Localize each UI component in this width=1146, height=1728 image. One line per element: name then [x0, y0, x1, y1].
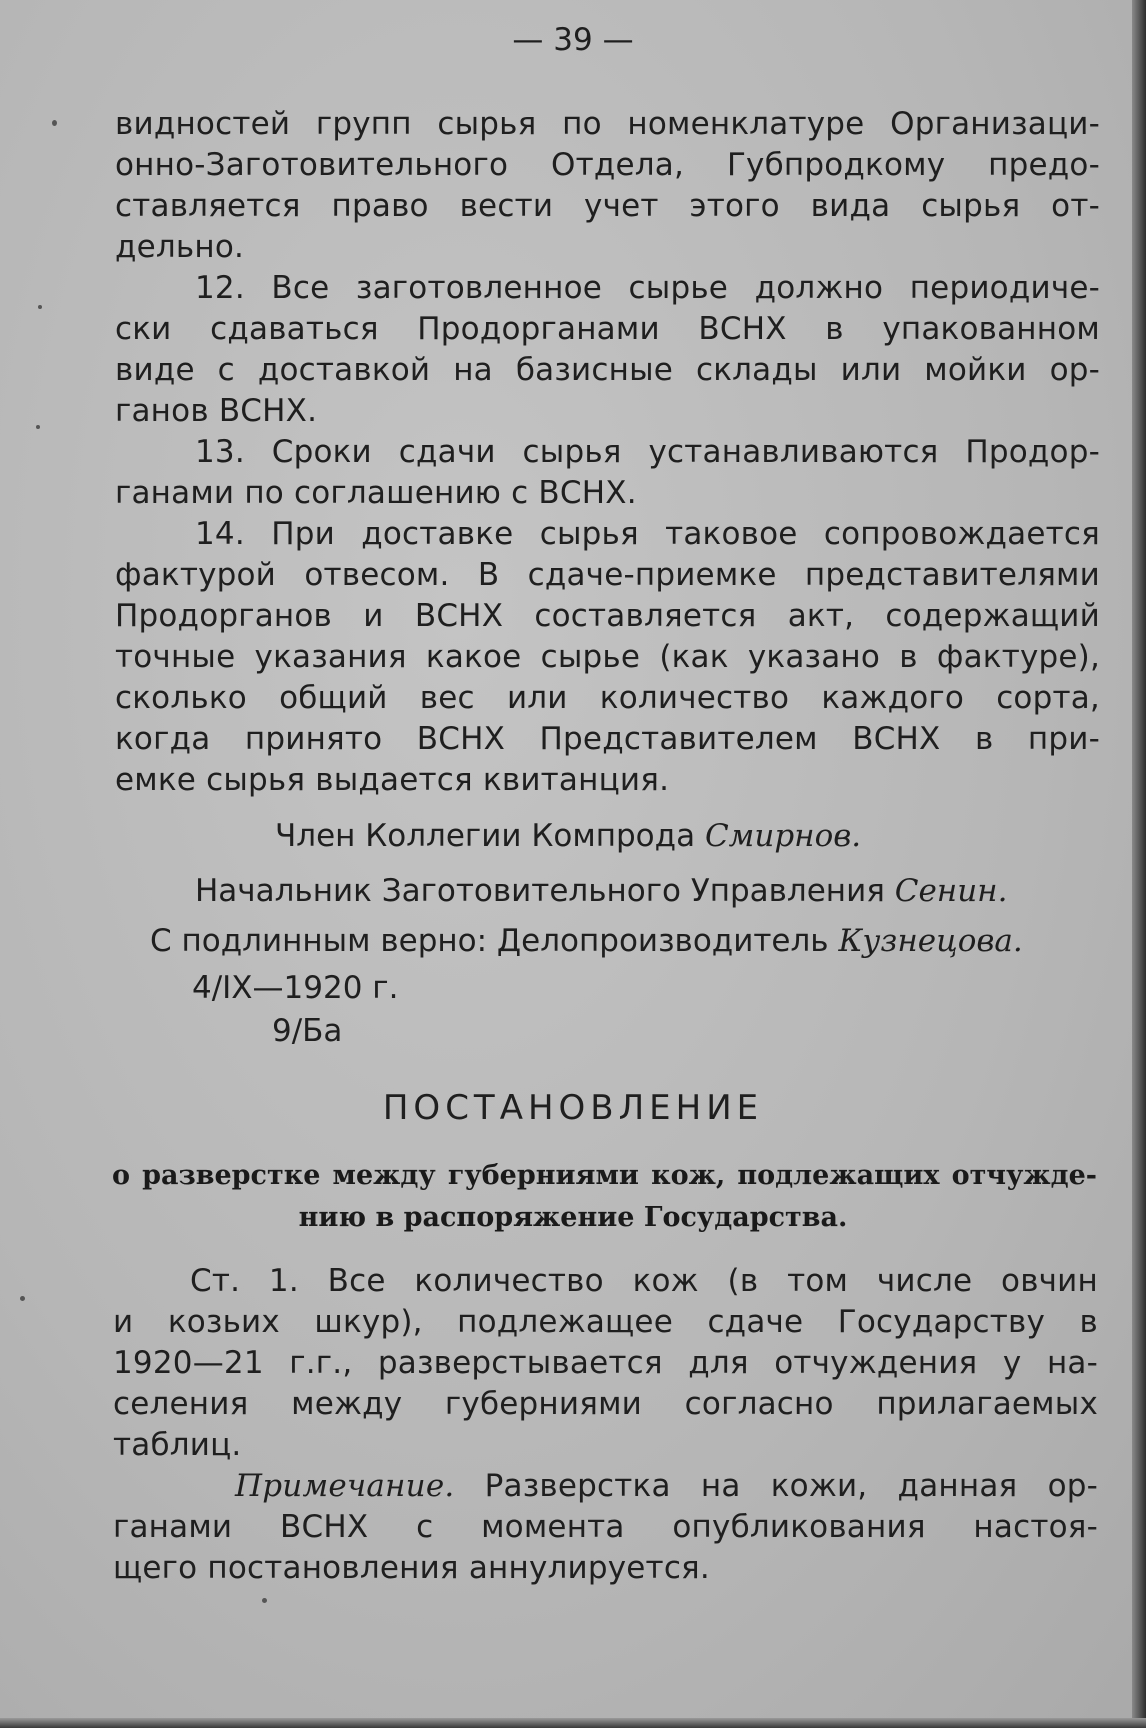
article-1-first-line: Ст. 1. Все количество кож (в том числе овчин — [190, 1263, 1098, 1299]
text-line: емке сырья выдается квитанция. — [115, 762, 670, 798]
text-line: видностей групп сырья по номенклатуре Организаци- — [115, 106, 1100, 142]
text-line: 1920—21 г.г., разверстывается для отчуждения у на- — [113, 1345, 1098, 1381]
text-line: селения между губерниями согласно прилагаемых — [113, 1386, 1098, 1422]
text-line: ганами по соглашению с ВСНХ. — [115, 475, 637, 511]
item-12-first-line: 12. Все заготовленное сырье должно периодиче- — [195, 270, 1100, 306]
text-line: и козьих шкур), подлежащее сдаче Государству в — [113, 1304, 1098, 1340]
signature-title: Член Коллегии Компрода — [275, 818, 705, 854]
text-line: онно-Заготовительного Отдела, Губпродкому предо- — [115, 147, 1100, 183]
signature-certified — [150, 923, 1023, 959]
text-line: фактурой отвесом. В сдаче-приемке представителями — [115, 557, 1100, 593]
note-text: Разверстка на кожи, данная ор- — [454, 1468, 1098, 1504]
resolution-heading: ПОСТАНОВЛЕНИЕ — [382, 1088, 764, 1128]
text-line: ставляется право вести учет этого вида сырья от- — [115, 188, 1100, 224]
item-14-first-line: 14. При доставке сырья таковое сопровождается — [195, 516, 1100, 552]
text-line: ганами ВСНХ с момента опубликования настоя- — [113, 1509, 1098, 1545]
resolution-subheading-line: о разверстке между губерниями кож, подлежащих отчужде- — [112, 1160, 1097, 1191]
scan-edge — [1132, 0, 1146, 1728]
signature-title: Начальник Заготовительного Управления — [195, 873, 895, 909]
signature-name: Кузнецова. — [838, 923, 1023, 959]
scan-speck — [20, 1296, 25, 1301]
page-number: — 39 — — [512, 22, 634, 58]
text-line: таблиц. — [113, 1427, 242, 1463]
document-date: 4/IX—1920 г. — [192, 970, 399, 1006]
text-line: сколько общий вес или количество каждого сорта, — [115, 680, 1100, 716]
signature-zagot — [195, 873, 1007, 909]
scan-speck — [36, 425, 40, 429]
signature-name: Смирнов. — [704, 818, 862, 854]
text-line: щего постановления аннулируется. — [113, 1550, 710, 1586]
text-line: виде с доставкой на базисные склады или мойки ор- — [115, 352, 1100, 388]
scan-speck — [262, 1598, 267, 1603]
document-reference: 9/Ба — [272, 1013, 343, 1049]
note-first-line — [235, 1468, 1098, 1504]
text-line: точные указания какое сырье (как указано в фактуре), — [115, 639, 1100, 675]
text-line: дельно. — [115, 229, 245, 265]
resolution-subheading-line: нию в распоряжение Государства. — [298, 1202, 848, 1233]
scan-speck — [52, 120, 57, 126]
signature-title: С подлинным верно: Делопроизводитель — [150, 923, 839, 959]
scan-edge — [0, 1718, 1146, 1728]
text-line: Продорганов и ВСНХ составляется акт, содержащий — [115, 598, 1100, 634]
item-13-first-line: 13. Сроки сдачи сырья устанавливаются Продор- — [195, 434, 1100, 470]
text-line: когда принято ВСНХ Представителем ВСНХ в при- — [115, 721, 1100, 757]
signature-komprod — [275, 818, 861, 854]
text-line: ски сдаваться Продорганами ВСНХ в упакованном — [115, 311, 1100, 347]
signature-name: Сенин. — [894, 873, 1008, 909]
note-label: Примечание. — [235, 1468, 455, 1504]
text-line: ганов ВСНХ. — [115, 393, 318, 429]
scan-speck — [38, 305, 42, 309]
